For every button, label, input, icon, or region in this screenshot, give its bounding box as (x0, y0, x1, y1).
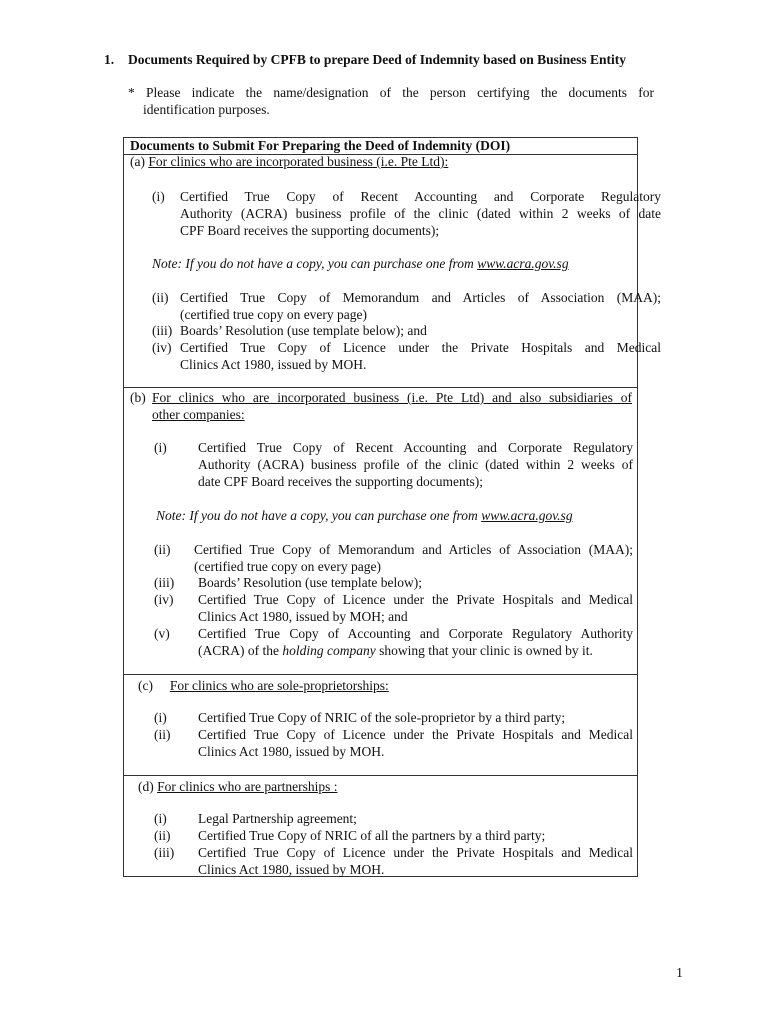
section-b-heading: (b) For clinics who are incorporated business (i.e. Pte Ltd) and also subsidiaries of other companies: (130, 390, 632, 422)
section-title: Documents Required by CPFB to prepare Deed of Indemnity based on Business Entity (128, 52, 627, 67)
page-number: 1 (676, 966, 683, 981)
section-c-heading: (c) For clinics who are sole-proprietorships: (138, 678, 389, 693)
section-a-heading: (a) For clinics who are incorporated business (i.e. Pte Ltd): (130, 154, 449, 169)
certification-instruction: * Please indicate the name/designation of the person certifying the documents for identification purposes. (128, 85, 654, 117)
section-heading (104, 52, 664, 69)
acra-link[interactable]: www.acra.gov.sg (481, 508, 573, 523)
acra-note: Note: If you do not have a copy, you can purchase one from www.acra.gov.sg (152, 256, 569, 271)
section-number: 1. (104, 52, 115, 67)
acra-link[interactable]: www.acra.gov.sg (477, 256, 569, 271)
acra-note: Note: If you do not have a copy, you can purchase one from www.acra.gov.sg (156, 508, 573, 523)
table-title: Documents to Submit For Preparing the Deed of Indemnity (DOI) (130, 138, 511, 153)
section-d-heading: (d) For clinics who are partnerships : (138, 779, 338, 794)
documents-table: Documents to Submit For Preparing the Deed of Indemnity (DOI) (a) For clinics who are incorporated business (i.e. Pte Ltd): (i) Certified True Copy of Recent Accounting and Corporate Regulatory Authority (ACRA) business profile of the clinic (dated within 2 weeks of date CPF Board receives the supporting documents); Note: If you do not have a copy, you can purchase one from www.acra.gov.sg (ii) Certified True Copy of Memorandum and Articles of Association (MAA); (certified true copy on every page) (iii) Boards’ Resolution (use template below); and (iv) Certified True Copy of Licence under the Private Hospitals and Medical Clinics Act 1980, issued by MOH. (b) For clinics who are incorporated business (i.e. Pte Ltd) and also subsidiaries of other companies: (i) Certified True Copy of Recent Accounting and Corporate Regulatory Authority (ACRA) business profile of the clinic (dated within 2 weeks of date CPF Board receives the supporting documents); Note: If you do not have a copy, you can purchase one from www.acra.gov.sg (ii) Certified True Copy of Memorandum and Articles of Association (MAA); (certified true copy on every page) (iii) Boards’ Resolution (use template below); (iv) Certified True Copy of Licence under the Private Hospitals and Medical Clinics Act 1980, issued by MOH; and (v) Certified True Copy of Accounting and Corporate Regulatory Authority (ACRA) of the holding company showing that your clinic is owned by it. (c) For clinics who are sole-proprietorships: (i) Certified True Copy of NRIC of the sole-proprietor by a third party; (ii) Certified True Copy of Licence under the Private Hospitals and Medical Clinics Act 1980, issued by MOH. (d) For clinics who are partnerships : (i) Legal Partnership agreement; (ii) Certified True Copy of NRIC of all the partners by a third party; (iii) Certified True Copy of Licence under the Private Hospitals and Medical Clinics Act 1980, issued by MOH. (123, 137, 638, 877)
